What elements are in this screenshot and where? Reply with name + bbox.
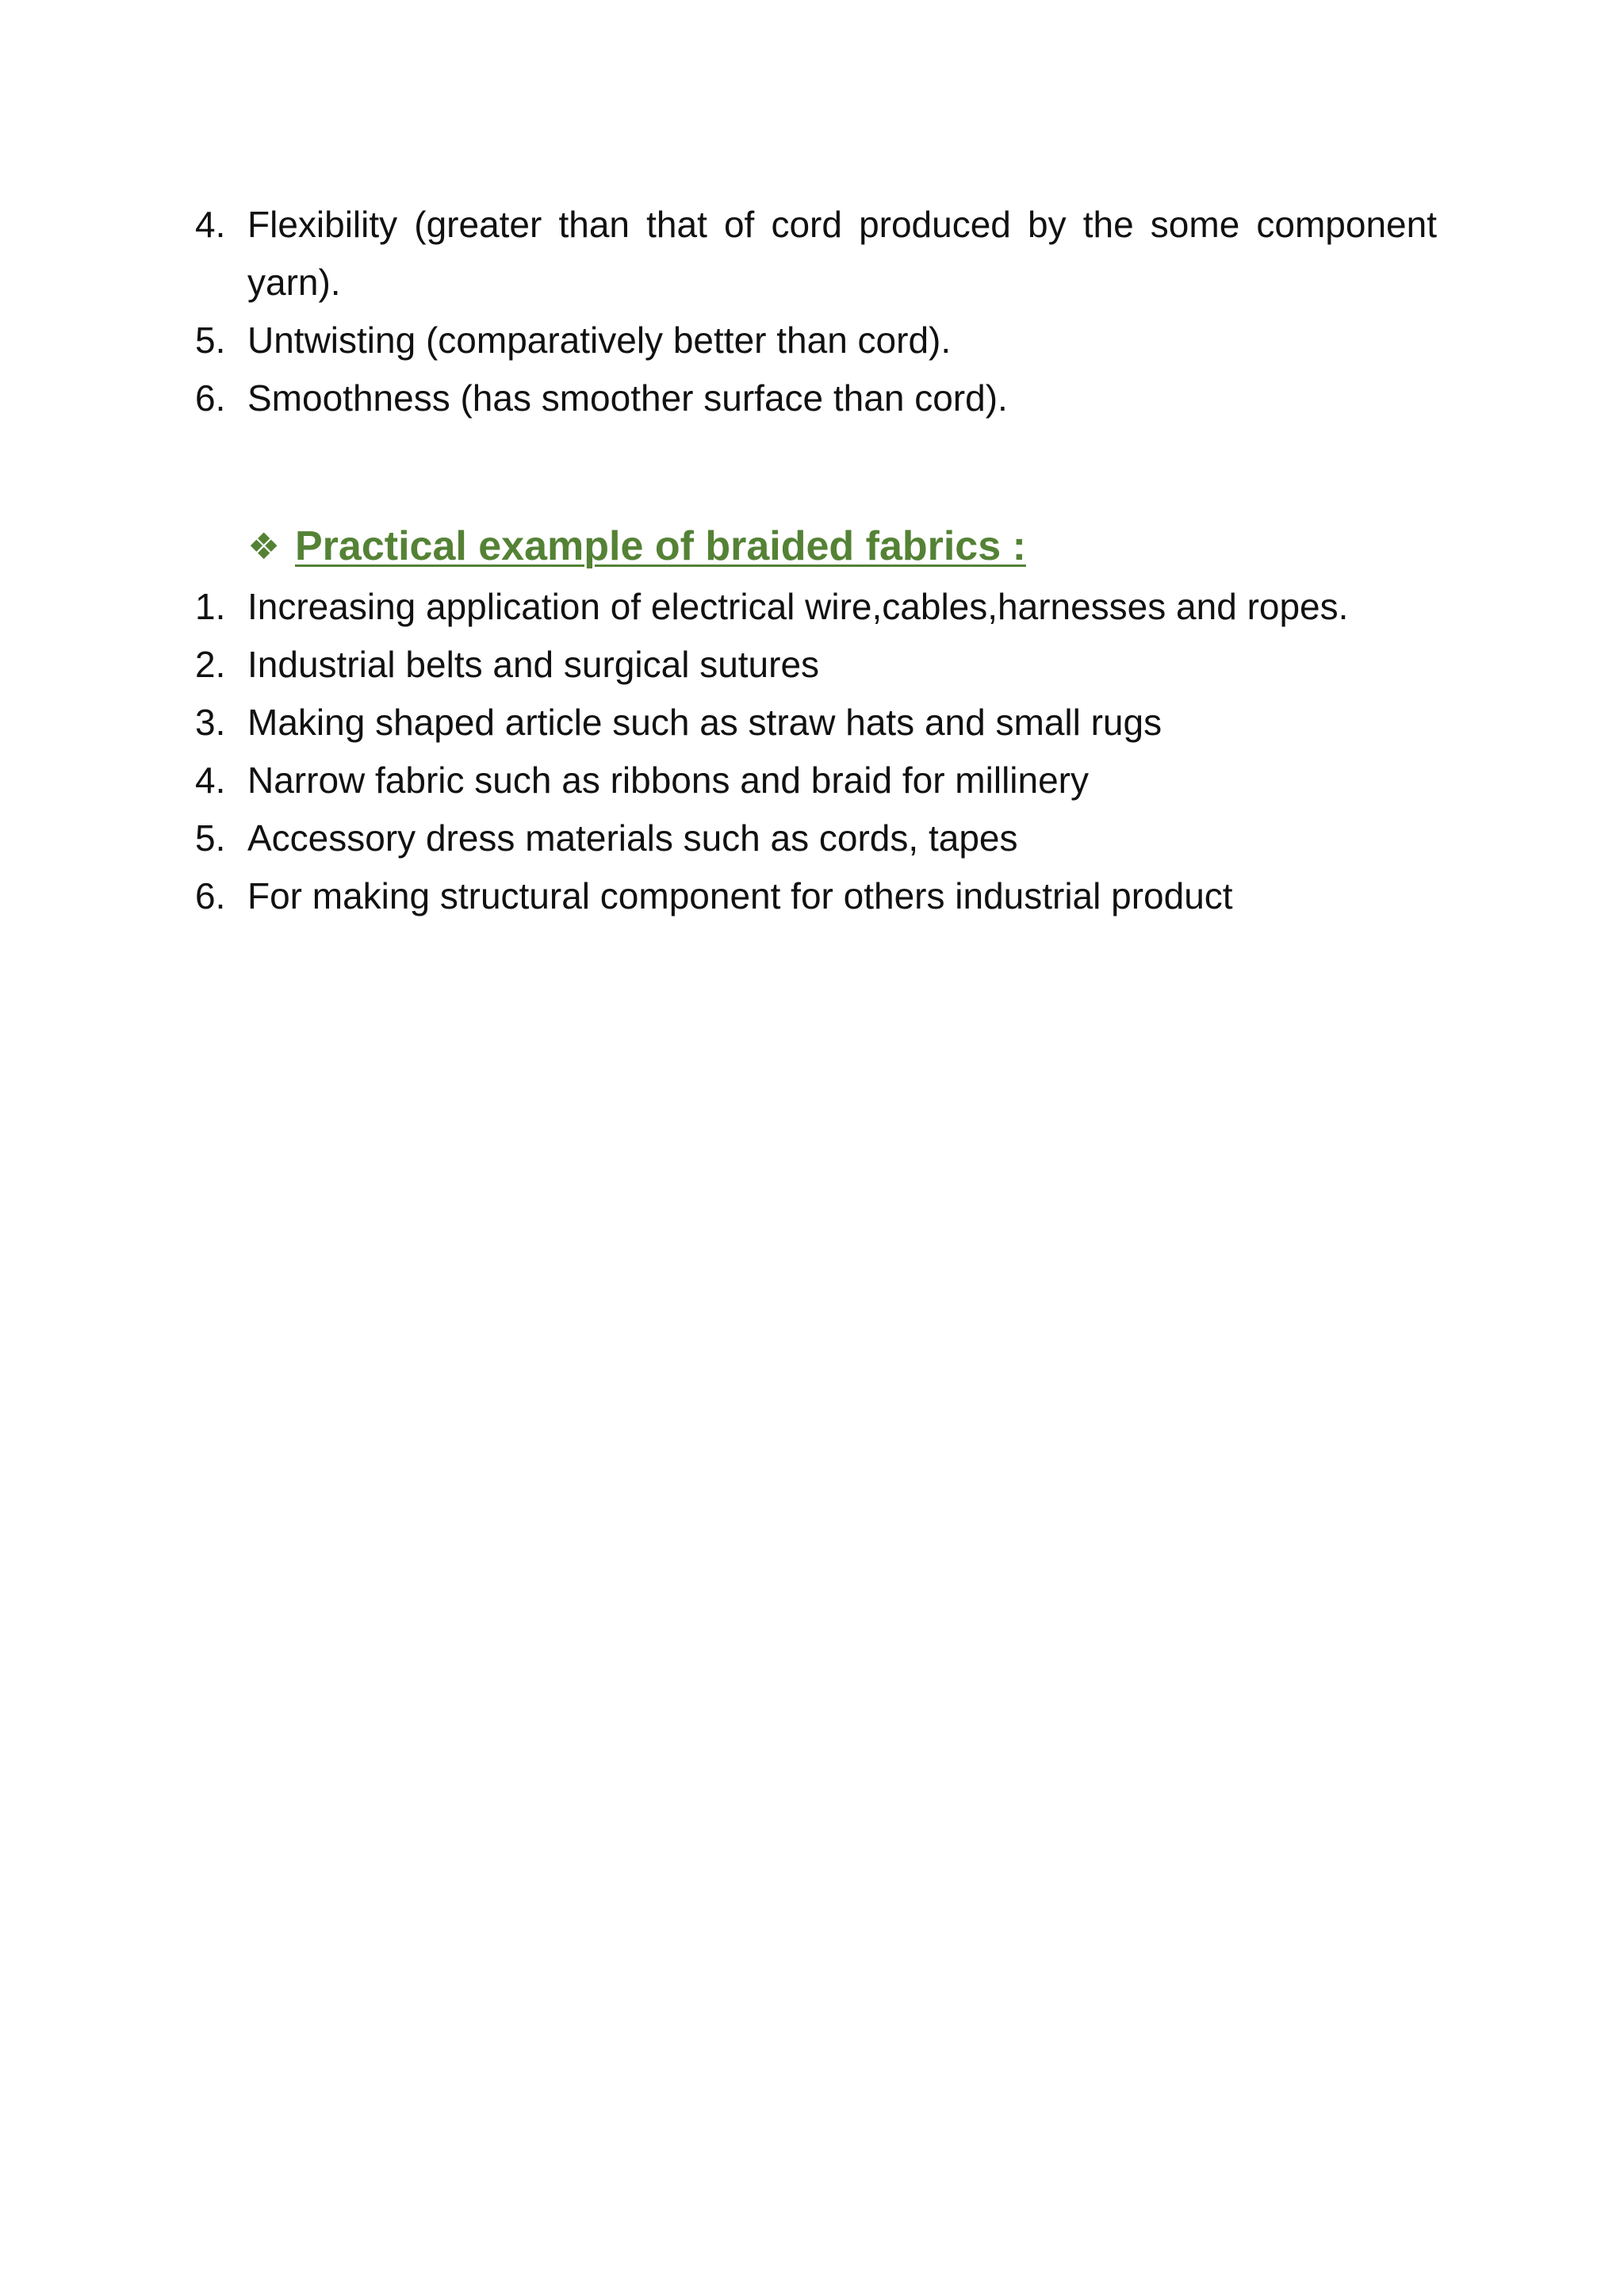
list-text: Flexibility (greater than that of cord produced by the some component yarn). [247,204,1437,303]
list-item [195,312,1437,369]
properties-list [195,196,1437,427]
list-text: For making structural component for others industrial product [247,875,1233,916]
list-text: Making shaped article such as straw hats and small rugs [247,702,1162,743]
list-item [195,578,1437,636]
section-heading [247,515,1437,578]
list-number: 6. [195,377,226,419]
list-text: Narrow fabric such as ribbons and braid for millinery [247,760,1089,801]
list-text: Smoothness (has smoother surface than cord). [247,377,1008,419]
list-item [195,369,1437,427]
section-heading-text: Practical example of braided fabrics : [295,523,1026,569]
list-text: Increasing application of electrical wire,cables,harnesses and ropes. [247,586,1349,627]
list-item [195,809,1437,867]
list-number: 4. [195,760,226,801]
list-item [195,636,1437,694]
diamond-bullet-icon: ❖ [247,526,281,567]
list-number: 2. [195,644,226,685]
list-number: 1. [195,586,226,627]
list-number: 6. [195,875,226,916]
list-number: 3. [195,702,226,743]
list-number: 5. [195,817,226,859]
list-item [195,196,1437,312]
page-content [195,196,1437,925]
list-text: Untwisting (comparatively better than cord). [247,320,952,361]
list-item [195,752,1437,809]
examples-list [195,578,1437,925]
list-item [195,694,1437,752]
list-item [195,867,1437,925]
list-number: 5. [195,320,226,361]
list-text: Accessory dress materials such as cords, tapes [247,817,1018,859]
list-number: 4. [195,204,226,245]
list-text: Industrial belts and surgical sutures [247,644,820,685]
